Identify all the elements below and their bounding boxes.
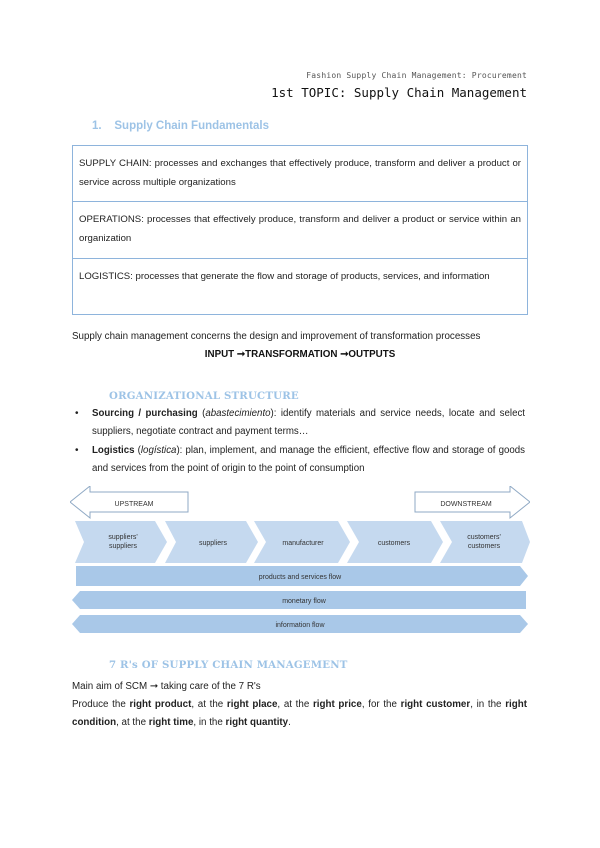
stage-chevron [75, 521, 167, 563]
stage-label: customers [467, 543, 501, 550]
r-term: right price [312, 699, 362, 710]
r-term: right customer [400, 699, 471, 710]
definition-supply-chain [73, 146, 527, 201]
r-term: right place [226, 699, 278, 710]
section-heading [92, 120, 269, 132]
products-flow-label: products and services flow [258, 574, 342, 581]
para-text: , for the [361, 699, 401, 710]
definition-term: SUPPLY CHAIN: [79, 158, 152, 169]
flow-input: INPUT [204, 349, 235, 360]
r-term: right quantity [225, 717, 289, 728]
seven-rs-heading: 7 R's OF SUPPLY CHAIN MANAGEMENT [109, 659, 348, 671]
stage-label: customers' [467, 534, 501, 541]
intro-paragraph: Supply chain management concerns the design and improvement of transformation processes [72, 331, 481, 342]
arrow-icon: ➞ [340, 349, 349, 360]
definition-text: processes that generate the flow and storage of products, services, and information [132, 271, 490, 282]
downstream-label: DOWNSTREAM [440, 501, 492, 508]
stage-label: suppliers [198, 540, 228, 547]
definition-logistics [73, 258, 527, 314]
bullet-text: ): plan, implement, and manage the efficient, effective flow and storage of goods and services from the point of origin to the point of consumption [92, 445, 525, 474]
upstream-label: UPSTREAM [114, 501, 154, 508]
para-text: , in the [193, 717, 226, 728]
seven-rs-paragraph [72, 696, 527, 732]
r-term: right time [148, 717, 194, 728]
bullet-icon: • [75, 445, 79, 456]
bullet-term: Logistics [92, 445, 135, 456]
flow-transformation: TRANSFORMATION [245, 349, 338, 360]
section-number: 1. [92, 120, 102, 132]
section-title: Supply Chain Fundamentals [114, 120, 270, 132]
stage-label: suppliers [108, 543, 138, 550]
aim-text: taking care of the 7 R's [158, 681, 261, 692]
r-term: right product [129, 699, 192, 710]
para-text: . [288, 717, 291, 728]
para-text: , in the [470, 699, 506, 710]
input-output-flow [0, 349, 600, 360]
bullet-translation: logística [140, 445, 177, 456]
header-title: 1st TOPIC: Supply Chain Management [271, 85, 527, 100]
para-text: , at the [277, 699, 313, 710]
definition-text: processes that effectively produce, transform and deliver a product or service within an organization [79, 214, 521, 244]
aim-text: Main aim of SCM [72, 681, 150, 692]
definitions-table [72, 145, 528, 315]
information-flow-label: information flow [275, 622, 325, 629]
bullet-sourcing [75, 405, 525, 441]
bullet-icon: • [75, 408, 79, 419]
stage-label: customers [377, 540, 411, 547]
bullet-paren: ( [197, 408, 206, 419]
flow-outputs: OUTPUTS [348, 349, 396, 360]
definition-operations [73, 201, 527, 258]
para-text: , at the [116, 717, 149, 728]
stage-label: manufacturer [282, 540, 324, 547]
definition-term: LOGISTICS: [79, 271, 133, 282]
definition-text: processes and exchanges that effectively produce, transform and deliver a product or service across multiple organizations [79, 158, 521, 188]
org-structure-heading: ORGANIZATIONAL STRUCTURE [109, 390, 299, 402]
definition-term: OPERATIONS: [79, 214, 144, 225]
bullet-paren: ( [134, 445, 141, 456]
r-term: right condition [72, 699, 527, 728]
para-text: , at the [191, 699, 227, 710]
scm-aim [72, 678, 261, 696]
stage-label: suppliers' [108, 534, 138, 541]
bullet-logistics [75, 442, 525, 478]
bullet-translation: abastecimiento [205, 408, 271, 419]
para-text: Produce the [72, 699, 130, 710]
supply-chain-diagram [70, 486, 530, 636]
arrow-icon: ➞ [149, 681, 159, 692]
bullet-text: ): identify materials and service needs, locate and select suppliers, negotiate contract and payment terms… [92, 408, 525, 437]
header-subtitle: Fashion Supply Chain Management: Procurement [306, 71, 527, 80]
stage-chevron [440, 521, 530, 563]
monetary-flow-label: monetary flow [282, 598, 326, 605]
arrow-icon: ➞ [236, 349, 246, 360]
bullet-term: Sourcing / purchasing [92, 408, 198, 419]
